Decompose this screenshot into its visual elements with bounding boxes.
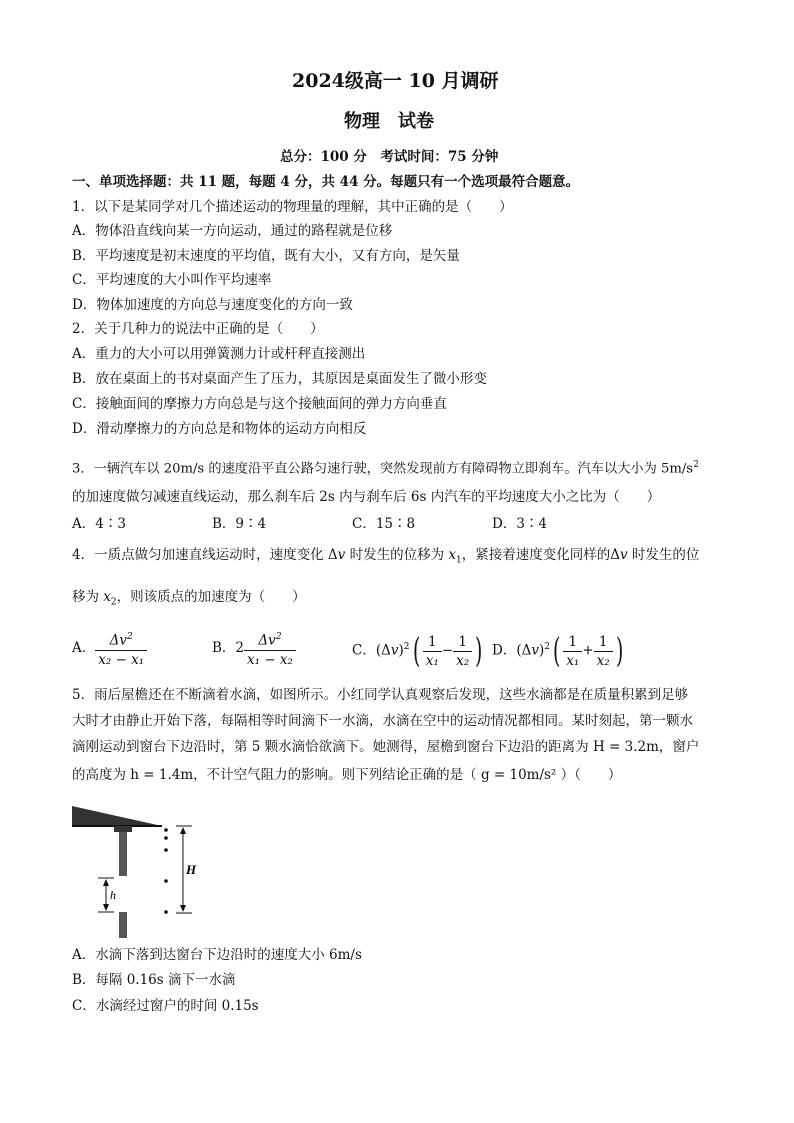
wall-top bbox=[114, 826, 132, 832]
exam-meta: 总分：100 分 考试时间：75 分钟 bbox=[280, 149, 499, 165]
q1-option-a: A．物体沿直线向某一方向运动，通过的路程就是位移 bbox=[72, 223, 393, 239]
q4-line-1 bbox=[72, 546, 699, 570]
q4-d-rp1: ) bbox=[539, 642, 545, 659]
q4-c-minus: − bbox=[441, 642, 454, 659]
q3-line-1-text: 3．一辆汽车以 20m/s 的速度沿平直公路匀速行驶，突然发现前方有障碍物立即刹车。汽车以大小为 5m/s bbox=[72, 461, 694, 477]
q3-unit-exponent: 2 bbox=[693, 460, 699, 470]
window-frame-upper bbox=[119, 832, 127, 876]
q4-option-a bbox=[72, 628, 147, 669]
q4-b-den: x₁ − x₂ bbox=[247, 651, 293, 668]
q2-option-b: B．放在桌面上的书对桌面产生了压力，其原因是桌面发生了微小形变 bbox=[72, 371, 487, 387]
h-arrow-up bbox=[103, 879, 109, 886]
q5-line-3: 滴刚运动到窗台下边沿时，第 5 颗水滴恰欲滴下。她测得，屋檐到窗台下边沿的距离为 H = 3.2m，窗户 bbox=[72, 739, 700, 755]
q4-a-fraction bbox=[95, 628, 147, 669]
q4-d-frac1 bbox=[563, 633, 582, 670]
H-label: H bbox=[186, 862, 197, 877]
q4-b-dv: Δv bbox=[258, 632, 276, 649]
q4-text-4: 时发生的位 bbox=[627, 547, 700, 563]
q1-option-d: D．物体加速度的方向总与速度变化的方向一致 bbox=[72, 297, 353, 313]
q4-d-sq: 2 bbox=[544, 642, 551, 652]
q3-option-b: B．9∶4 bbox=[212, 516, 267, 532]
q5-option-a: A．水滴下落到达窗台下边沿时的速度大小 6m/s bbox=[72, 947, 362, 963]
q4-c-lp2: ( bbox=[412, 631, 420, 671]
q3-option-a: A．4∶3 bbox=[72, 516, 126, 532]
window-frame-lower bbox=[119, 912, 127, 938]
q4-line-2 bbox=[72, 588, 306, 612]
drop-3 bbox=[164, 848, 168, 852]
q5-line-4: 的高度为 h = 1.4m，不计空气阻力的影响。则下列结论正确的是（ g = 10m/s² ）（ ） bbox=[72, 767, 622, 783]
q4-c-d1: x₁ bbox=[425, 652, 439, 669]
q4-d-d1: x₁ bbox=[566, 652, 580, 669]
q4-a-num bbox=[95, 628, 147, 651]
q4-d-rp2: ) bbox=[615, 631, 623, 671]
q4-var-x2: x bbox=[103, 589, 111, 605]
q4-option-c bbox=[352, 628, 485, 670]
q5-figure bbox=[70, 800, 210, 942]
q4-d-delta: Δ bbox=[521, 642, 532, 659]
q2-option-a: A．重力的大小可以用弹簧测力计或杆秤直接测出 bbox=[72, 346, 366, 362]
drop-2 bbox=[164, 836, 168, 840]
q4-a-dv: Δv bbox=[109, 632, 128, 649]
q4-d-lp1: ( bbox=[516, 642, 522, 659]
q4-d-frac2 bbox=[594, 633, 613, 670]
q4-c-frac1 bbox=[423, 633, 442, 670]
q5-option-b: B．每隔 0.16s 滴下一水滴 bbox=[72, 972, 236, 988]
q4-a-den: x₂ − x₁ bbox=[98, 651, 145, 668]
q4-var-x1: x bbox=[448, 547, 456, 563]
q4-c-delta: Δ bbox=[381, 642, 391, 659]
q4-d-v: v bbox=[531, 642, 539, 659]
h-arrow-down bbox=[103, 904, 109, 911]
q4-c-sq: 2 bbox=[403, 642, 410, 652]
q4-a-sq: 2 bbox=[127, 632, 133, 642]
q5-option-c: C．水滴经过窗户的时间 0.15s bbox=[72, 998, 259, 1014]
q4-d-n2: 1 bbox=[594, 633, 613, 652]
q4-d-d2: x₂ bbox=[596, 652, 610, 669]
q4-c-label: C． bbox=[352, 642, 376, 659]
q4-d-plus: + bbox=[582, 642, 594, 659]
q4-c-rp1: ) bbox=[398, 642, 404, 659]
H-arrow-up bbox=[180, 827, 186, 834]
q2-option-c: C．接触面间的摩擦力方向总是与这个接触面间的弹力方向垂直 bbox=[72, 396, 447, 412]
q4-text-2: 时发生的位移为 bbox=[345, 547, 449, 563]
q4-var-v: v bbox=[337, 547, 346, 563]
q4-var-v-2: v bbox=[619, 547, 628, 563]
q4-c-n1: 1 bbox=[423, 633, 442, 652]
eave-shape bbox=[72, 806, 162, 826]
q5-line-1: 5．雨后屋檐还在不断滴着水滴，如图所示。小红同学认真观察后发现，这些水滴都是在质量积累到足够 bbox=[72, 687, 689, 703]
q1-option-c: C．平均速度的大小叫作平均速率 bbox=[72, 272, 272, 288]
q4-sub-1: 1 bbox=[456, 555, 462, 566]
q5-line-2: 大时才由静止开始下落，每隔相等时间滴下一水滴，水滴在空中的运动情况都相同。某时刻起，第一颗水 bbox=[72, 713, 693, 729]
q2-stem: 2．关于几种力的说法中正确的是（ ） bbox=[72, 321, 324, 337]
q4-b-sq: 2 bbox=[275, 632, 282, 642]
q4-option-d bbox=[492, 628, 626, 670]
q1-stem: 1．以下是某同学对几个描述运动的物理量的理解，其中正确的是（ ） bbox=[72, 199, 513, 215]
q4-sub-2: 2 bbox=[110, 597, 117, 608]
drop-5 bbox=[164, 910, 168, 914]
q4-c-d2: x₂ bbox=[456, 652, 470, 669]
q4-text-1: 4．一质点做匀加速直线运动时，速度变化 Δ bbox=[72, 547, 338, 563]
q4-text-5: 移为 bbox=[72, 589, 104, 605]
q3-option-c: C．15∶8 bbox=[352, 516, 416, 532]
subject-title: 物理 试卷 bbox=[344, 111, 434, 132]
section-heading: 一、单项选择题：共 11 题，每题 4 分，共 44 分。每题只有一个选项最符合题意。 bbox=[72, 174, 580, 190]
drop-1 bbox=[164, 828, 168, 832]
q4-c-n2: 1 bbox=[453, 633, 472, 652]
q4-text-3: ，紧接着速度变化同样的Δ bbox=[461, 547, 620, 563]
q4-d-lp2: ( bbox=[553, 631, 561, 671]
q4-b-fraction bbox=[244, 628, 296, 669]
q4-a-label: A． bbox=[72, 639, 96, 656]
h-label: h bbox=[110, 888, 116, 902]
q3-line-2: 的加速度做匀减速直线运动，那么刹车后 2s 内与刹车后 6s 内汽车的平均速度大小之比为（ ） bbox=[72, 489, 661, 505]
q4-c-lp1: ( bbox=[375, 642, 382, 659]
q4-c-rp2: ) bbox=[475, 631, 483, 671]
q3-option-d: D．3∶4 bbox=[492, 516, 548, 532]
q4-c-v: v bbox=[390, 642, 399, 659]
q3-line-1 bbox=[72, 456, 699, 478]
q4-option-b bbox=[212, 628, 296, 669]
exam-title: 2024级高一 10 月调研 bbox=[292, 70, 499, 92]
H-arrow-down bbox=[180, 905, 186, 912]
q4-d-label: D． bbox=[492, 642, 517, 659]
q4-d-n1: 1 bbox=[563, 633, 582, 652]
q4-b-label: B．2 bbox=[212, 639, 245, 656]
q4-c-frac2 bbox=[453, 633, 472, 670]
q1-option-b: B．平均速度是初末速度的平均值，既有大小，又有方向，是矢量 bbox=[72, 248, 460, 264]
q2-option-d: D．滑动摩擦力的方向总是和物体的运动方向相反 bbox=[72, 421, 367, 437]
drop-4 bbox=[164, 879, 168, 883]
q4-text-6: ，则该质点的加速度为（ ） bbox=[116, 589, 306, 605]
q4-b-num bbox=[244, 628, 296, 651]
